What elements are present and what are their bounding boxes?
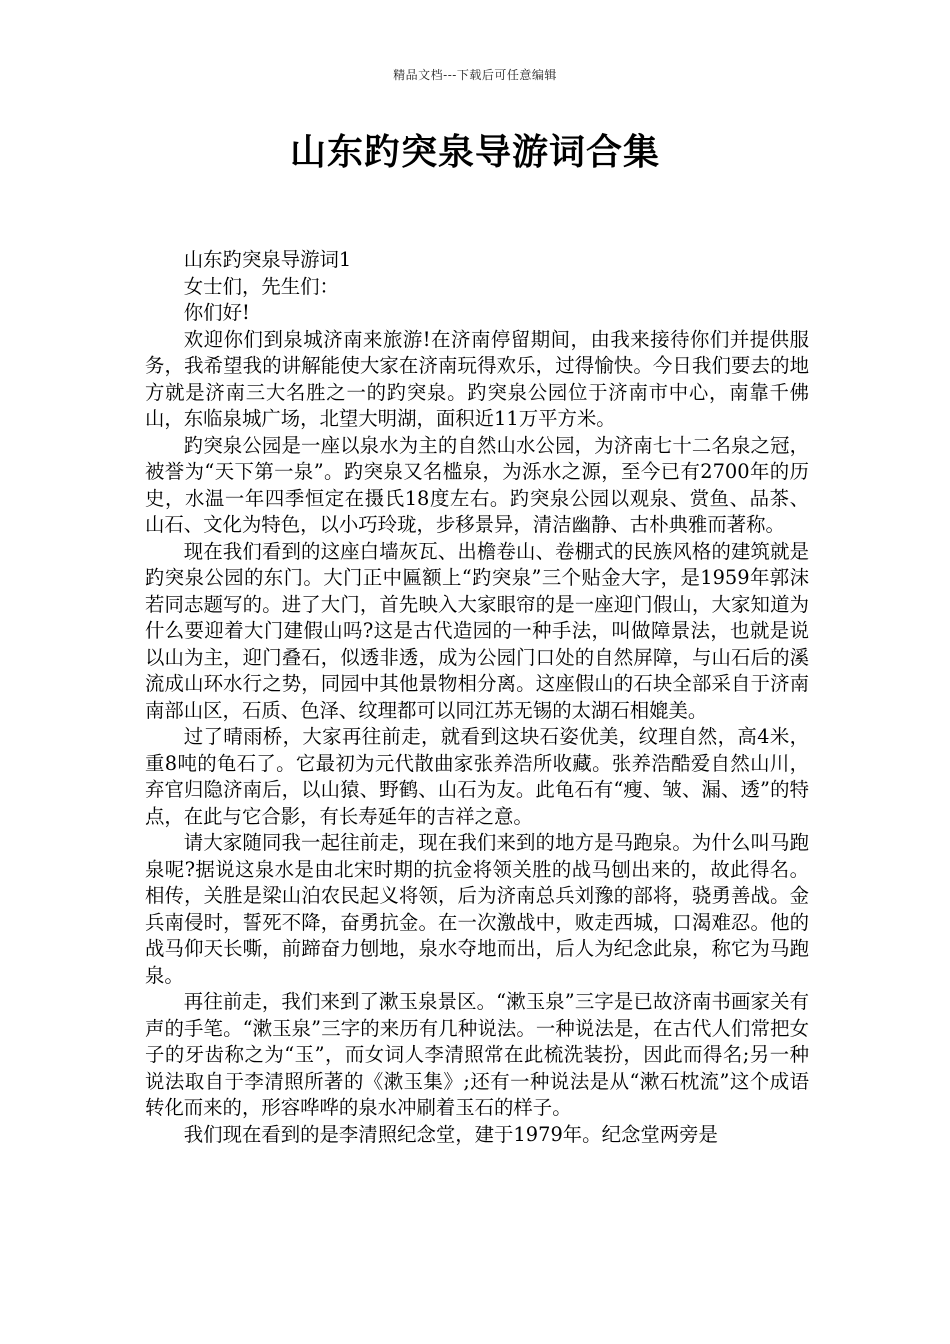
document-title: 山东趵突泉导游词合集 bbox=[289, 131, 660, 173]
page-header-note: 精品文档---下载后可任意编辑 bbox=[393, 68, 557, 82]
section-heading: 山东趵突泉导游词1 bbox=[183, 248, 352, 271]
greeting-line: 女士们，先生们： bbox=[183, 274, 339, 298]
body-paragraph: 我们现在看到的是李清照纪念堂，建于1979年。纪念堂两旁是 bbox=[183, 1122, 718, 1146]
document-body bbox=[145, 247, 809, 1148]
body-paragraph: 趵突泉公园是一座以泉水为主的自然山水公园，为济南七十二名泉之冠，被誉为“天下第一泉”。趵突泉又名槛泉，为泺水之源，至今已有2700年的历史，水温一年四季恒定在摄氏18度左右。趵突泉公园以观泉、赏鱼、品茶、山石、文化为特色，以小巧玲珑，步移景异，清洁幽静、古朴典雅而著称。 bbox=[145, 433, 809, 536]
greeting-line: 你们好! bbox=[183, 301, 250, 324]
body-paragraph: 过了晴雨桥，大家再往前走，就看到这块石姿优美，纹理自然，高4米，重8吨的龟石了。它最初为元代散曲家张养浩所收藏。张养浩酷爱自然山川，弃官归隐济南后，以山猿、野鹤、山石为友。此龟石有“瘦、皱、漏、透”的特点，在此与它合影，有长寿延年的吉祥之意。 bbox=[145, 725, 809, 828]
body-paragraph: 现在我们看到的这座白墙灰瓦、出檐卷山、卷棚式的民族风格的建筑就是趵突泉公园的东门。大门正中匾额上“趵突泉”三个贴金大字，是1959年郭沫若同志题写的。进了大门，首先映入大家眼帘的是一座迎门假山，大家知道为什么要迎着大门建假山吗?这是古代造园的一种手法，叫做障景法，也就是说以山为主，迎门叠石，似透非透，成为公园门口处的自然屏障，与山石后的溪流成山环水行之势，同园中其他景物相分离。这座假山的石块全部采自于济南南部山区，石质、色泽、纹理都可以同江苏无锡的太湖石相媲美。 bbox=[145, 539, 809, 722]
body-paragraph: 请大家随同我一起往前走，现在我们来到的地方是马跑泉。为什么叫马跑泉呢?据说这泉水是由北宋时期的抗金将领关胜的战马刨出来的，故此得名。相传，关胜是梁山泊农民起义将领，后为济南总兵刘豫的部将，骁勇善战。金兵南侵时，誓死不降，奋勇抗金。在一次激战中，败走西城，口渴难忍。他的战马仰天长嘶，前蹄奋力刨地，泉水夺地而出，后人为纪念此泉，称它为马跑泉。 bbox=[145, 831, 809, 987]
body-paragraph: 欢迎你们到泉城济南来旅游!在济南停留期间，由我来接待你们并提供服务，我希望我的讲解能使大家在济南玩得欢乐，过得愉快。今日我们要去的地方就是济南三大名胜之一的趵突泉。趵突泉公园位于济南市中心，南靠千佛山，东临泉城广场，北望大明湖，面积近11万平方米。 bbox=[145, 327, 809, 430]
body-paragraph: 再往前走，我们来到了漱玉泉景区。“漱玉泉”三字是已故济南书画家关有声的手笔。“漱玉泉”三字的来历有几种说法。一种说法是，在古代人们常把女子的牙齿称之为“玉”，而女词人李清照常在此梳洗装扮，因此而得名;另一种说法取自于李清照所著的《漱玉集》;还有一种说法是从“漱石枕流”这个成语转化而来的，形容哗哗的泉水冲刷着玉石的样子。 bbox=[145, 990, 809, 1119]
